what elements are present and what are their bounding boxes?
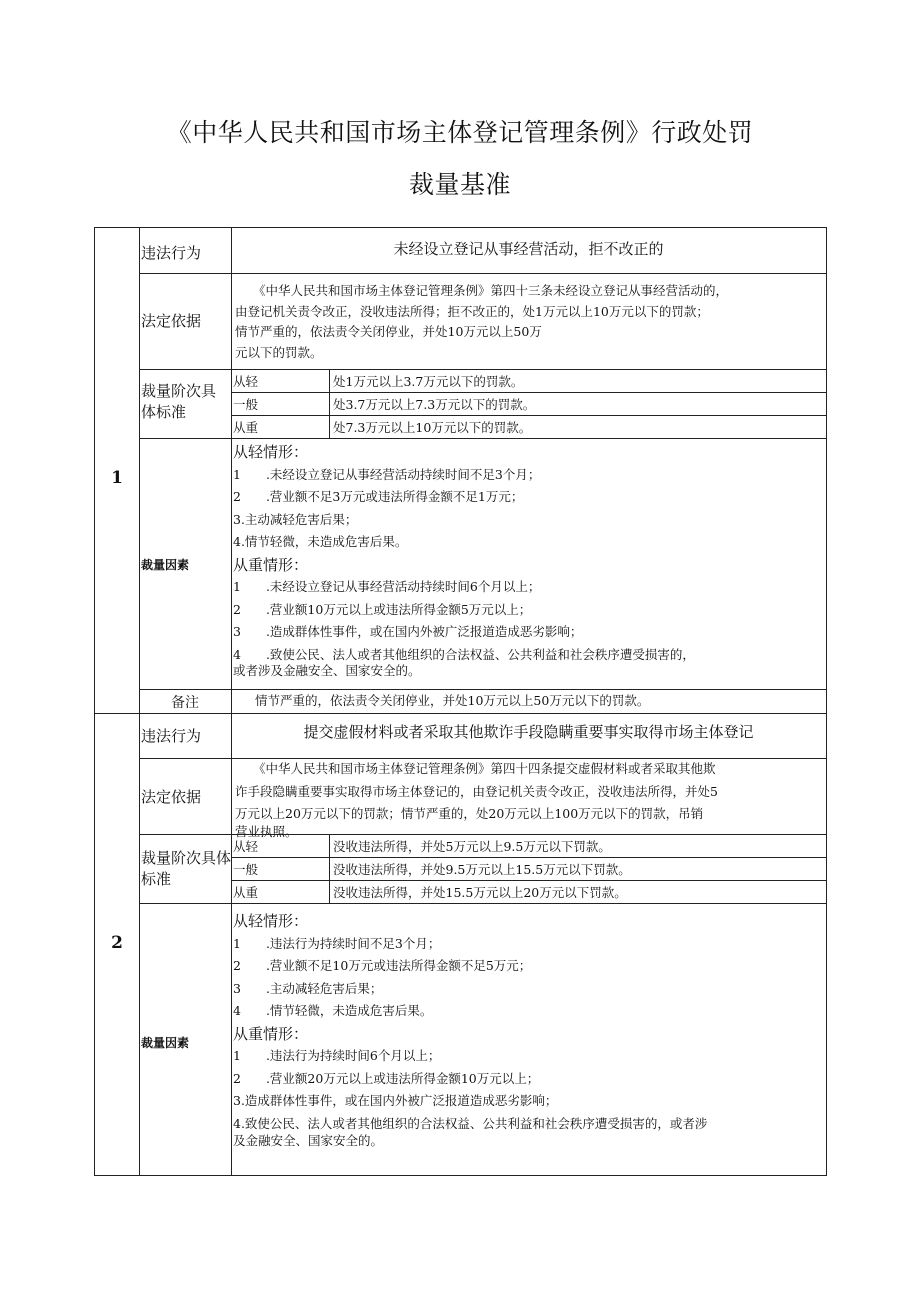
stage-label: 裁量阶次具体标准 — [141, 849, 232, 888]
stage-desc: 处1万元以上3.7万元以下的罚款。 — [333, 374, 524, 389]
stage-desc: 处3.7万元以上7.3万元以下的罚款。 — [333, 397, 536, 412]
stage-label: 裁量阶次具体标准 — [141, 382, 217, 421]
basis-text: 《中华人民共和国市场主体登记管理条例》第四十三条未经设立登记从事经营活动的， 由登记机关责令改正，没收违法所得；拒不改正的，处1万元以上10万元以下的罚款； 情节严重的，依法责令关闭停业，并处10万元以上50万 元以下的罚款。 — [235, 283, 729, 360]
factor-text: 从轻情形： 1 .违法行为持续时间不足3个月； 2 .营业额不足10万元或违法所得金额不足5万元； 3 .主动减轻危害后果； 4 .情节轻微，未造成危害后果。 从重情形： 1 .违法行为持续时间6个月以上； 2 .营业额20万元以上或违法所得金额10万元以上； 3.造成群体性事件，或在国内外被广泛报道造成恶劣影响； 4.致使公民、法人或者其他组织的合法权益、公共利益和社会秩序遭受损害的，或者涉 及金融安全、国家安全的。 — [233, 912, 708, 1148]
factor-label: 裁量因素 — [141, 558, 190, 572]
stage-level: 从重 — [233, 420, 259, 435]
row-number: 2 — [111, 933, 123, 953]
stage-level: 一般 — [233, 397, 259, 412]
penalty-table — [94, 227, 827, 1176]
basis-label: 法定依据 — [141, 312, 202, 330]
basis-label: 法定依据 — [141, 788, 202, 806]
stage-desc: 没收违法所得，并处5万元以上9.5万元以下罚款。 — [333, 839, 611, 854]
violation-text: 未经设立登记从事经营活动，拒不改正的 — [393, 240, 664, 258]
stage-level: 从重 — [233, 885, 259, 900]
page-title: 《中华人民共和国市场主体登记管理条例》行政处罚 — [166, 118, 754, 147]
row-number: 1 — [111, 468, 123, 488]
basis-text: 《中华人民共和国市场主体登记管理条例》第四十四条提交虚假材料或者采取其他欺 诈手段隐瞒重要事实取得市场主体登记的，由登记机关责令改正，没收违法所得，并处5 万元以上20万元以下的罚款；情节严重的，处20万元以上100万元以下的罚款，吊销 营业执照。 — [235, 761, 718, 839]
stage-level: 从轻 — [233, 839, 259, 854]
factor-label: 裁量因素 — [141, 1036, 190, 1050]
violation-label: 违法行为 — [141, 244, 202, 262]
stage-level: 从轻 — [233, 374, 259, 389]
stage-level: 一般 — [233, 862, 259, 877]
remark-text: 情节严重的，依法责令关闭停业，并处10万元以上50万元以下的罚款。 — [255, 693, 650, 708]
page-subtitle: 裁量基准 — [408, 170, 511, 199]
stage-desc: 没收违法所得，并处9.5万元以上15.5万元以下罚款。 — [333, 862, 631, 877]
factor-text: 从轻情形： 1 .未经设立登记从事经营活动持续时间不足3个月； 2 .营业额不足3万元或违法所得金额不足1万元； 3.主动减轻危害后果； 4.情节轻微，未造成危害后果。 从重情形： 1 .未经设立登记从事经营活动持续时间6个月以上； 2 .营业额10万元以上或违法所得金额5万元以上； 3 .造成群体性事件，或在国内外被广泛报道造成恶劣影响； 4 .致使公民、法人或者其他组织的合法权益、公共利益和社会秩序遭受损害的， 或者涉及金融安全、国家安全的。 — [233, 443, 695, 678]
stage-desc: 没收违法所得，并处15.5万元以上20万元以下罚款。 — [333, 885, 627, 900]
stage-desc: 处7.3万元以上10万元以下的罚款。 — [333, 420, 532, 435]
violation-label: 违法行为 — [141, 727, 202, 745]
remark-label: 备注 — [171, 695, 199, 711]
violation-text: 提交虚假材料或者采取其他欺诈手段隐瞒重要事实取得市场主体登记 — [303, 723, 754, 741]
